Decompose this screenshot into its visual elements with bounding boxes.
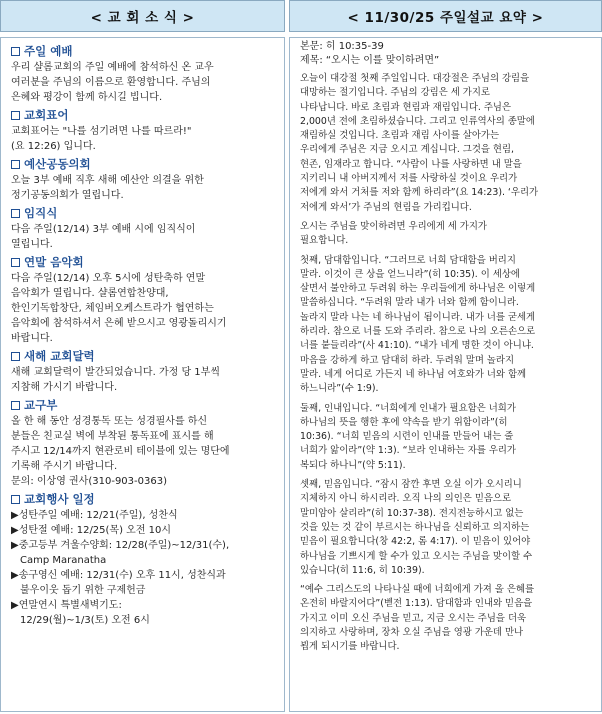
sermon-paragraph: 오늘이 대강절 첫째 주일입니다. 대강절은 주님의 강림을 대망하는 절기입니다. 주님의 강림은 세 가지로 나타납니다. 바로 초림과 현림과 재림입니다. 주님은 2,000년 전에 초림하셨습니다. 그리고 인류역사의 종말에 재림하실 것입니다. 초림과 재림 사이를 살아가는 우리에게 주님은 지금 오시고 계십니다. 그것을 현림, 현존, 임재라고 합니다. “사람이 나를 사랑하면 내 말을 지키리니 내 아버지께서 저를 사랑하실 것이요 우리가 저에게 와서 거처를 저와 함께 하리라”(요 14:23). ‘우리가 저에게 와서’가 주님의 현림을 가리킵니다. [300,73,539,213]
news-section-title: 연말 음악회 [11,254,276,270]
news-section-body: 새해 교회달력이 발간되었습니다. 가정 당 1부씩 지참해 가시기 바랍니다. [11,367,220,393]
sermon-column [289,37,602,712]
sermon-scripture: 본문: 히 10:35-39 [300,41,384,52]
news-section-body: 교회표어는 "나를 섬기려면 나를 따르라!" (요 12:26) 입니다. [11,126,192,152]
square-bullet-icon [11,352,20,361]
sermon-paragraph: 첫째, 담대함입니다. “그러므로 너희 담대함을 버리지 말라. 이것이 큰 상을 얻느니라”(히 10:35). 이 세상에 살면서 불안하고 두려워 하는 우리들에게 하나님은 이렇게 말씀하십니다. “두려워 말라 내가 너와 함께 함이니라. 놀라지 말라 나는 네 하나님이 됨이니라. 내가 너를 굳세게 하리라. 참으로 너를 도와 주리라. 참으로 나의 오른손으로 너를 붙들리라”(사 41:10). “내가 네게 명한 것이 아니냐. 마음을 강하게 하고 담대히 하라. 두려워 말며 놀라지 말라. 네게 어디로 가든지 네 하나님 여호와가 너와 함께 하느니라”(수 1:9). [300,254,536,395]
news-section-title: 교구부 [11,397,276,413]
square-bullet-icon [11,401,20,410]
news-section [11,43,276,105]
news-section-body: 다음 주일(12/14) 3부 예배 시에 임직식이 열립니다. [11,224,196,250]
sermon-paragraph: 오시는 주님을 맞이하려면 우리에게 세 가지가 필요합니다. [300,220,487,247]
square-bullet-icon [11,209,20,218]
news-section-title: 예산공동의회 [11,156,276,172]
square-bullet-icon [11,258,20,267]
church-news-header: < 교 회 소 식 > [0,0,285,32]
news-section [11,205,276,252]
news-section [11,156,276,203]
news-section [11,254,276,346]
sermon-summary-header: < 11/30/25 주일설교 요약 > [289,0,602,32]
event-item: ▶연말연시 특별새벽기도: 12/29(월)~1/3(토) 오전 6시 [11,600,150,626]
square-bullet-icon [11,47,20,56]
news-section-title: 새해 교회달력 [11,348,276,364]
sermon-paragraph: “예수 그리스도의 나타나실 때에 너희에게 가져 올 은혜를 온전히 바랄지어다”(벧전 1:13). 담대함과 인내와 믿음을 가지고 이미 오신 주님을 믿고, 지금 오시는 주님을 더욱 의지하고 사랑하며, 장차 오실 주님을 영광 가운데 만나 뵙게 되시기를 바랍니다. [300,584,535,653]
sermon-paragraph: 셋째, 믿음입니다. “잠시 잠깐 후면 오실 이가 오시리니 지체하지 아니 하시리라. 오직 나의 의인은 믿음으로 말미암아 살리라”(히 10:37-38). 전지전능하시고 없는 것을 있는 것 같이 부르시는 하나님을 신뢰하고 의지하는 믿음이 필요합니다(창 42:2, 롬 4:17). 이 믿음이 있어야 하나님을 기쁘시게 할 수가 있고 오시는 주님을 맞이할 수 있습니다(히 11:6, 히 10:39). [300,479,533,576]
news-section-title: 주일 예배 [11,43,276,59]
events-list [11,508,276,628]
sermon-title: 제목: “오시는 이를 맞이하려면” [300,54,440,66]
news-section [11,348,276,395]
church-news-column [0,37,285,712]
square-bullet-icon [11,160,20,169]
news-section-body: 오늘 3부 예배 직후 새해 예산안 의결을 위한 정기공동의회가 열립니다. [11,175,204,201]
events-section-title: 교회행사 일정 [11,491,276,507]
event-item: ▶성탄절 예배: 12/25(목) 오전 10시 [11,525,172,536]
news-section-title: 임직식 [11,205,276,221]
news-section-body: 우리 샬롬교회의 주일 예배에 참석하신 온 교우 여러분을 주님의 이름으로 환영합니다. 주님의 은혜와 평강이 함께 하시길 빕니다. [11,62,214,103]
events-section [11,491,276,628]
news-section-title: 교회표어 [11,107,276,123]
news-section-body: 다음 주일(12/14) 오후 5시에 성탄축하 연말 음악회가 열립니다. 샬롬연합찬양대, 한인기독합창단, 체임버오케스트라가 협연하는 음악회에 참석하셔서 은혜 받으시고 영광돌리시기 바랍니다. [11,273,227,344]
event-item: ▶중고등부 겨울수양회: 12/28(주일)~12/31(수), Camp Maranatha [11,540,230,566]
square-bullet-icon [11,111,20,120]
news-section [11,397,276,489]
news-section [11,107,276,154]
event-item: ▶송구영신 예배: 12/31(수) 오후 11시, 성찬식과 불우이웃 돕기 위한 구제헌금 [11,570,226,596]
square-bullet-icon [11,495,20,504]
sermon-paragraph: 둘째, 인내입니다. “너희에게 인내가 필요함은 너희가 하나님의 뜻을 행한 후에 약속을 받기 위함이라”(히 10:36). “너희 믿음의 시련이 인내를 만들어 내는 줄 너희가 앎이라”(약 1:3). “보라 인내하는 자를 우리가 복되다 하나니”(약 5:11). [300,402,516,471]
news-section-body: 올 한 해 동안 성경통독 또는 성경필사를 하신 분들은 친교실 벽에 부착된 통독표에 표시를 해 주시고 12/14까지 현관로비 테이블에 있는 명단에 기록해 주시기 바랍니다. 문의: 이상영 권사(310-903-0363) [11,416,230,487]
event-item: ▶성탄주일 예배: 12/21(주일), 성찬식 [11,510,178,521]
